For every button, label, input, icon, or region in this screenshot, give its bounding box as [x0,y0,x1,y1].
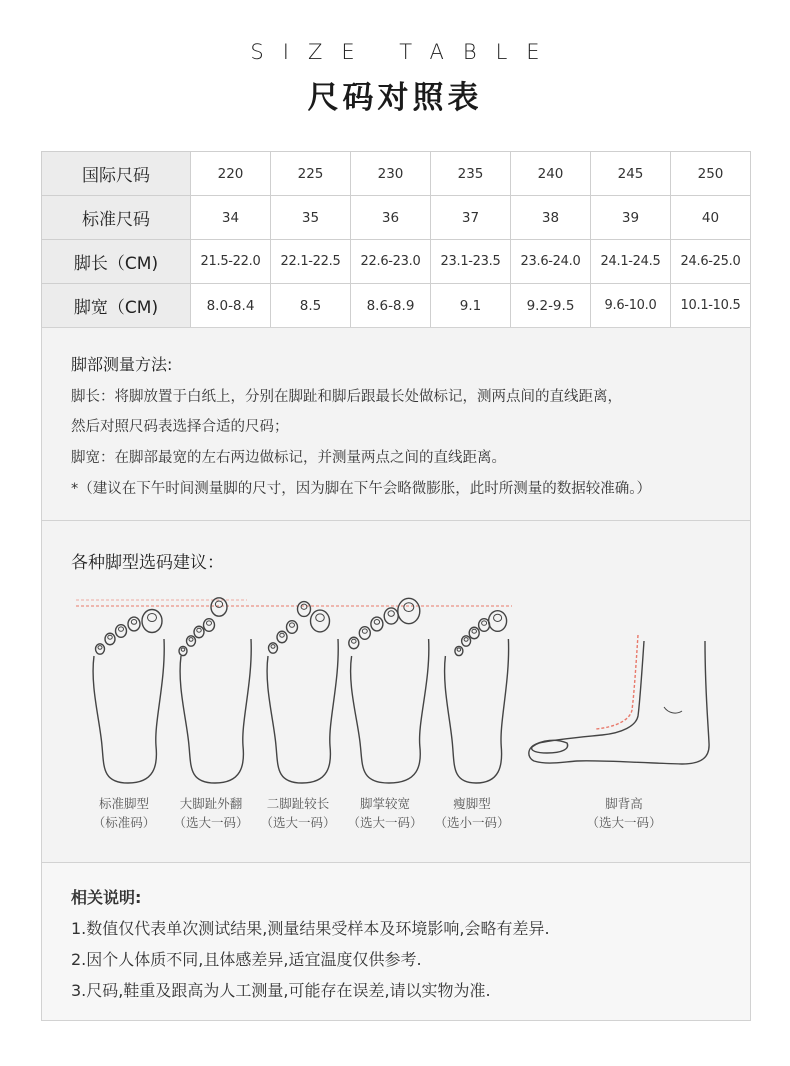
notes-title: 相关说明: [71,888,142,907]
size-cell: 21.5-22.0 [191,240,271,284]
long-second-toe-foot-icon [267,602,338,783]
foot-type-advice: （选小一码） [434,815,510,830]
size-cell: 235 [431,152,511,196]
slim-foot-icon [445,611,509,783]
measurement-title: 脚部测量方法: [71,355,173,374]
size-cell: 22.1-22.5 [271,240,351,284]
wide-foot-icon [349,598,429,783]
foot-type-name: 瘦脚型 [453,796,491,811]
size-cell: 37 [431,196,511,240]
measurement-panel [41,327,751,521]
size-row-label: 国际尺码 [42,152,191,196]
size-cell: 8.5 [271,284,351,328]
size-cell: 9.2-9.5 [511,284,591,328]
high-instep-foot-icon [529,635,709,764]
size-row-label: 标准尺码 [42,196,191,240]
foot-label-slim [427,794,517,832]
measurement-line: 然后对照尺码表选择合适的尺码； [71,419,289,435]
foot-label-wide [340,794,430,832]
measurement-line: 脚长：将脚放置于白纸上，分别在脚趾和脚后跟最长处做标记，测两点间的直线距离， [71,389,622,405]
size-cell: 8.6-8.9 [351,284,431,328]
size-table-row [42,240,751,284]
size-cell: 9.1 [431,284,511,328]
size-cell: 40 [671,196,751,240]
size-cell: 35 [271,196,351,240]
size-cell: 23.6-24.0 [511,240,591,284]
size-row-label: 脚宽（CM) [42,284,191,328]
size-cell: 225 [271,152,351,196]
note-line: 3.尺码,鞋重及跟高为人工测量,可能存在误差,请以实物为准. [71,981,491,1000]
foot-types-panel [41,521,751,863]
note-line: 2.因个人体质不同,且体感差异,适宜温度仅供参考. [71,950,422,969]
foot-type-advice: （标准码） [92,815,156,830]
size-cell: 24.6-25.0 [671,240,751,284]
bunion-foot-icon [179,598,251,783]
foot-type-name: 脚背高 [605,796,643,811]
measurement-line: *（建议在下午时间测量脚的尺寸，因为脚在下午会略微膨胀，此时所测量的数据较准确。） [71,481,651,497]
size-cell: 38 [511,196,591,240]
size-table-row [42,196,751,240]
foot-type-name: 标准脚型 [98,796,149,811]
note-line: 1.数值仅代表单次测试结果,测量结果受样本及环境影响,会略有差异. [71,919,550,938]
size-cell: 23.1-23.5 [431,240,511,284]
size-cell: 250 [671,152,751,196]
size-cell: 34 [191,196,271,240]
foot-type-advice: （选大一码） [173,815,249,830]
size-row-label: 脚长（CM) [42,240,191,284]
size-cell: 220 [191,152,271,196]
size-cell: 9.6-10.0 [591,284,671,328]
notes-panel [41,863,751,1021]
foot-label-standard [79,794,169,832]
size-cell: 24.1-24.5 [591,240,671,284]
foot-type-advice: （选大一码） [586,815,662,830]
size-table-row [42,152,751,196]
size-cell: 240 [511,152,591,196]
foot-type-name: 脚掌较宽 [359,796,410,811]
size-table [41,151,751,328]
foot-type-advice: （选大一码） [347,815,423,830]
title-chinese: 尺码对照表 [307,80,483,116]
size-cell: 230 [351,152,431,196]
size-cell: 10.1-10.5 [671,284,751,328]
foot-label-high-instep [579,794,669,832]
foot-type-advice: （选大一码） [260,815,336,830]
size-cell: 39 [591,196,671,240]
size-cell: 245 [591,152,671,196]
size-cell: 8.0-8.4 [191,284,271,328]
foot-type-name: 大脚趾外翻 [179,796,243,811]
foot-label-long-second-toe [253,794,343,832]
size-cell: 22.6-23.0 [351,240,431,284]
foot-types-title: 各种脚型选码建议： [71,553,224,573]
foot-type-name: 二脚趾较长 [266,796,330,811]
title-english: SIZE TABLE [250,40,559,64]
size-cell: 36 [351,196,431,240]
size-table-row [42,284,751,328]
foot-label-bunion [166,794,256,832]
standard-foot-icon [93,610,164,784]
measurement-line: 脚宽：在脚部最宽的左右两边做标记，并测量两点之间的直线距离。 [71,450,506,466]
